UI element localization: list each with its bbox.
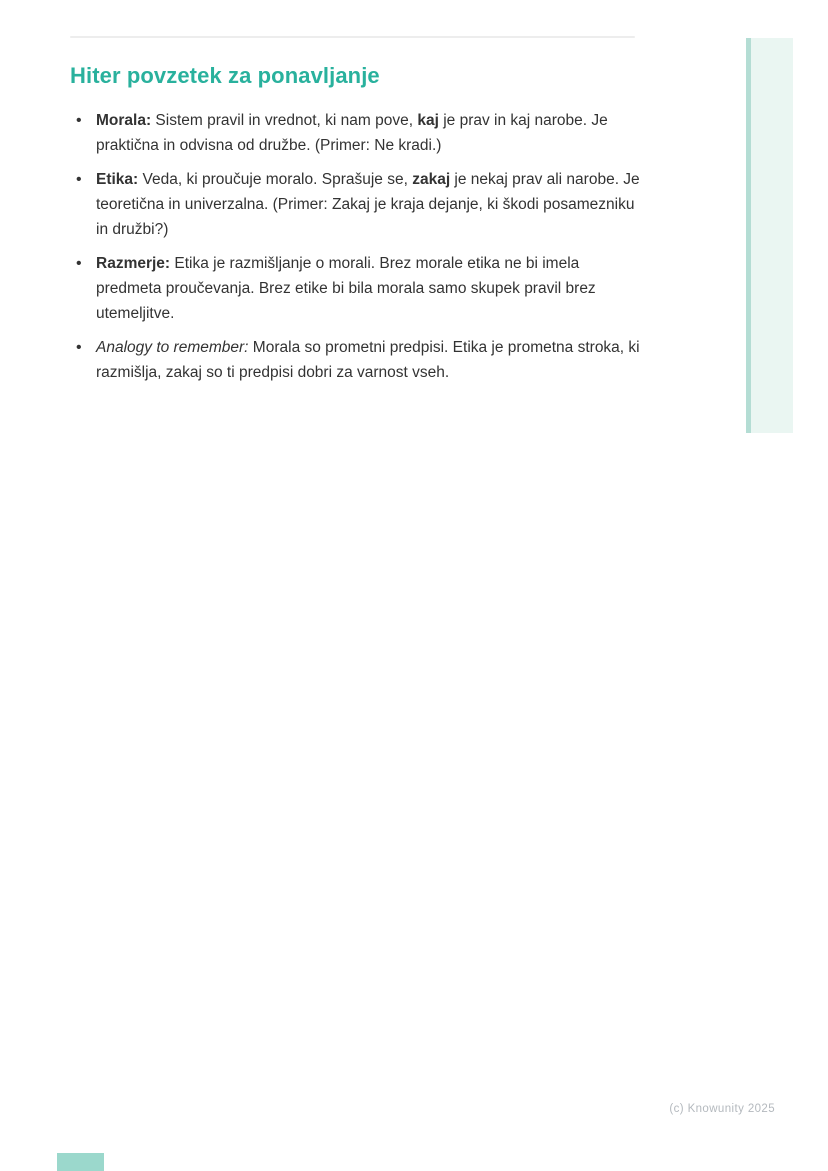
- list-item-text: zakaj: [412, 171, 451, 188]
- list-item: [70, 251, 640, 326]
- list-item: [70, 167, 640, 242]
- list-item-text: Sistem pravil in vrednot, ki nam pove,: [151, 112, 418, 129]
- bottom-left-accent-bar: [57, 1153, 104, 1171]
- list-item-text: Veda, ki proučuje moralo. Sprašuje se,: [138, 171, 413, 188]
- top-divider: [70, 36, 635, 38]
- list-item-text: Razmerje:: [96, 255, 171, 272]
- list-item-text: Etika je razmišljanje o morali. Brez morale etika ne bi imela predmeta proučevanja. Brez etike bi bila morala samo skupek pravil brez utemeljitve.: [96, 255, 596, 322]
- summary-list: [70, 108, 640, 394]
- list-item: [70, 108, 640, 158]
- list-item-text: je nekaj prav ali narobe. Je teoretična in univerzalna. (Primer: Zakaj je kraja dejanje, ki škodi posamezniku in družbi?): [96, 171, 640, 238]
- list-item: [70, 335, 640, 385]
- footer-copyright: (c) Knowunity 2025: [669, 1103, 775, 1115]
- list-item-text: Morala:: [96, 112, 152, 129]
- list-item-text: je prav in kaj narobe. Je praktična in odvisna od družbe. (Primer: Ne kradi.): [96, 112, 608, 154]
- list-item-text: kaj: [417, 112, 439, 129]
- list-item-text: Morala so prometni predpisi. Etika je prometna stroka, ki razmišlja, zakaj so ti predpisi dobri za varnost vseh.: [96, 339, 640, 381]
- list-item-text: Analogy to remember:: [96, 339, 249, 356]
- list-item-text: Etika:: [96, 171, 139, 188]
- page-title: Hiter povzetek za ponavljanje: [70, 63, 380, 88]
- right-accent-bar: [746, 38, 793, 433]
